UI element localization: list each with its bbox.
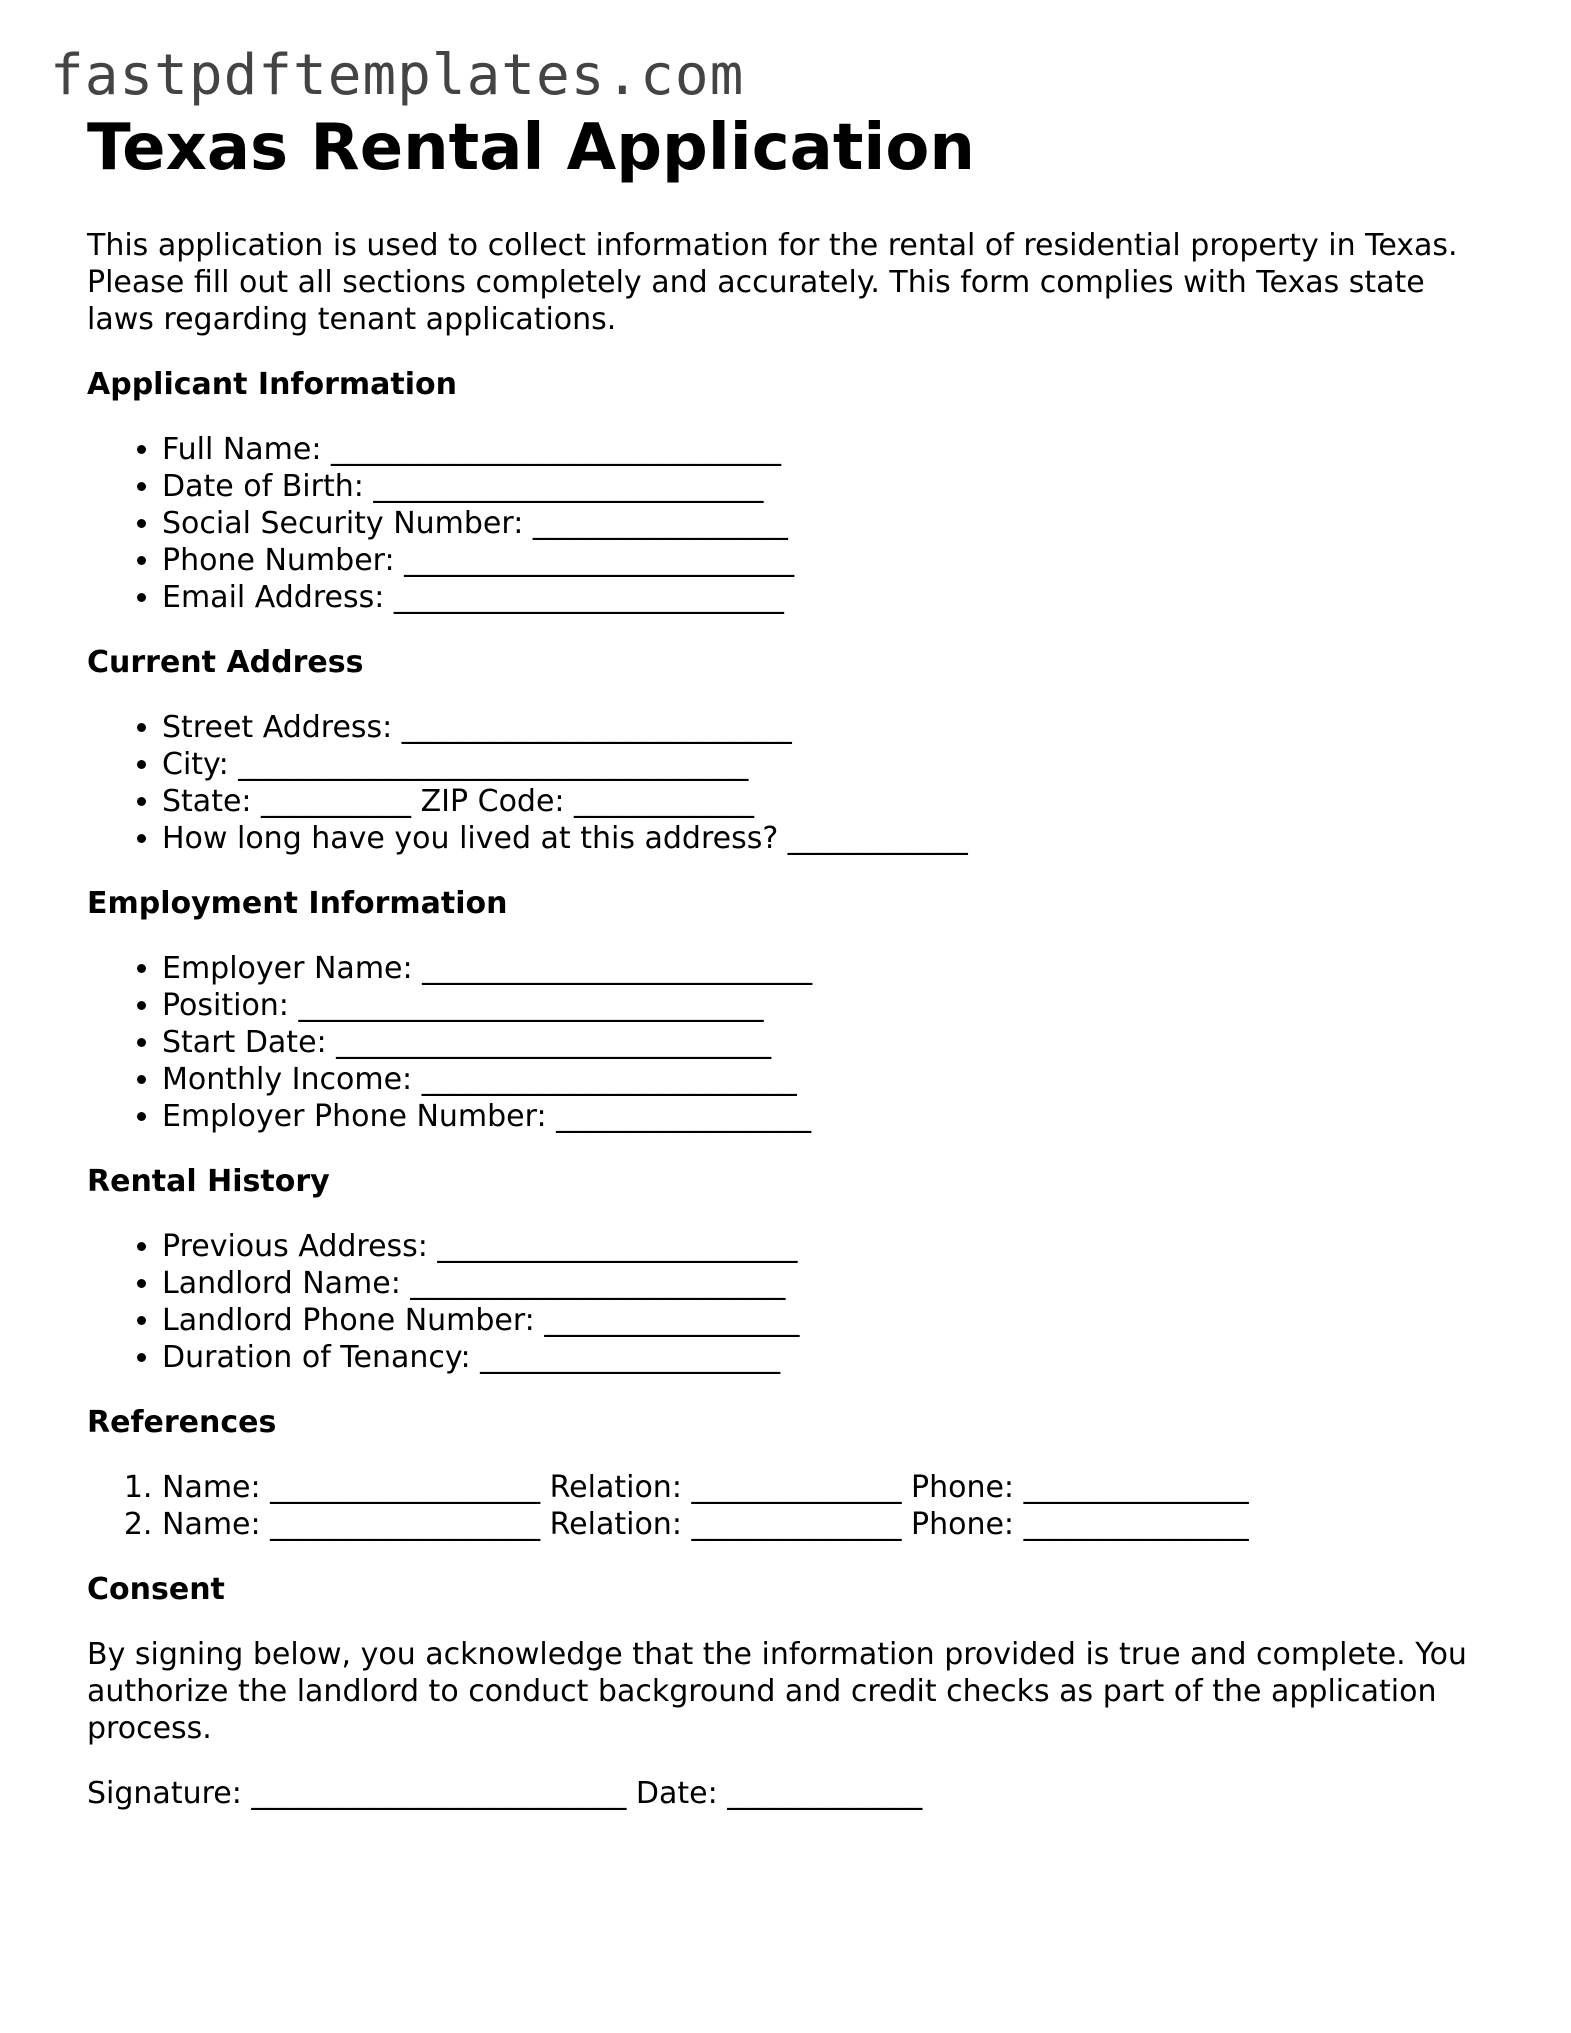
rental-history-list bbox=[87, 1228, 1487, 1376]
address-list bbox=[87, 709, 1487, 857]
list-item: • Start Date: _____________________________ bbox=[162, 1024, 1487, 1061]
section-heading-applicant: Applicant Information bbox=[87, 366, 457, 402]
list-item: 2. Name: __________________ Relation: ______________ Phone: _______________ bbox=[162, 1506, 1487, 1543]
references-list bbox=[87, 1469, 1487, 1543]
list-item: 1. Name: __________________ Relation: ______________ Phone: _______________ bbox=[162, 1469, 1487, 1506]
list-item: • Landlord Phone Number: _________________ bbox=[162, 1302, 1487, 1339]
list-item: • Landlord Name: _________________________ bbox=[162, 1265, 1487, 1302]
list-item: • Phone Number: __________________________ bbox=[162, 542, 1487, 579]
section-heading-references: References bbox=[87, 1404, 277, 1440]
list-item: • Email Address: __________________________ bbox=[162, 579, 1487, 616]
list-item: • Duration of Tenancy: ____________________ bbox=[162, 1339, 1487, 1376]
section-heading-consent: Consent bbox=[87, 1571, 225, 1607]
employment-list bbox=[87, 950, 1487, 1135]
consent-text: By signing below, you acknowledge that the information provided is true and complete. You authorize the landlord to conduct background and credit checks as part of the application process. bbox=[87, 1636, 1467, 1746]
document-body bbox=[87, 110, 1487, 1840]
list-item: • Previous Address: ________________________ bbox=[162, 1228, 1487, 1265]
list-item: • How long have you lived at this address? ____________ bbox=[162, 820, 1487, 857]
watermark: fastpdftemplates.com bbox=[50, 43, 745, 108]
intro-text: This application is used to collect information for the rental of residential property in Texas. Please fill out all sections completely and accurately. This form complies with Texas state laws regarding tenant applications. bbox=[87, 227, 1458, 337]
list-item: • City: __________________________________ bbox=[162, 746, 1487, 783]
page-title: Texas Rental Application bbox=[87, 111, 975, 185]
list-item: • Date of Birth: __________________________ bbox=[162, 468, 1487, 505]
section-heading-employment: Employment Information bbox=[87, 885, 508, 921]
section-heading-address: Current Address bbox=[87, 644, 364, 680]
section-heading-rental-history: Rental History bbox=[87, 1163, 330, 1199]
list-item: • Full Name: ______________________________ bbox=[162, 431, 1487, 468]
list-item: • Monthly Income: _________________________ bbox=[162, 1061, 1487, 1098]
signature-line: Signature: _________________________ Date: _____________ bbox=[87, 1775, 923, 1811]
list-item: • Employer Name: __________________________ bbox=[162, 950, 1487, 987]
list-item: • State: __________ ZIP Code: ____________ bbox=[162, 783, 1487, 820]
list-item: • Social Security Number: _________________ bbox=[162, 505, 1487, 542]
list-item: • Employer Phone Number: _________________ bbox=[162, 1098, 1487, 1135]
list-item: • Position: _______________________________ bbox=[162, 987, 1487, 1024]
list-item: • Street Address: __________________________ bbox=[162, 709, 1487, 746]
applicant-list bbox=[87, 431, 1487, 616]
